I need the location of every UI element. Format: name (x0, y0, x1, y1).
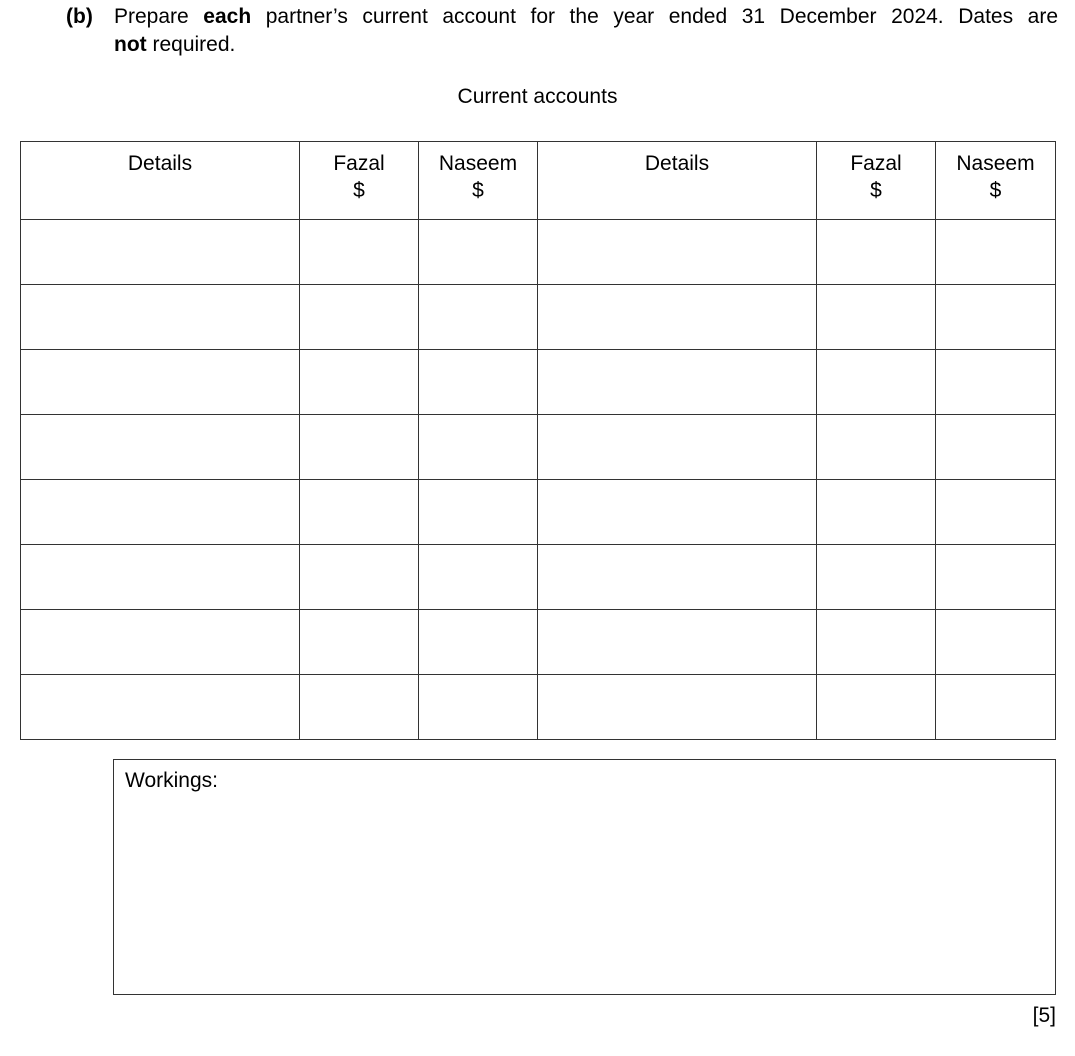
details-left-cell[interactable] (21, 480, 300, 545)
naseem-left-cell[interactable] (419, 415, 538, 480)
header-unit: $ (353, 179, 365, 202)
details-left-cell[interactable] (21, 350, 300, 415)
fazal-left-cell[interactable] (300, 545, 419, 610)
fazal-right-cell[interactable] (817, 675, 936, 740)
question-line-1 (114, 3, 1058, 31)
workings-box[interactable] (113, 759, 1056, 995)
header-naseem-left (419, 142, 538, 220)
header-fazal-left (300, 142, 419, 220)
naseem-right-cell[interactable] (936, 350, 1056, 415)
details-left-cell[interactable] (21, 545, 300, 610)
answer-row (21, 480, 1056, 545)
fazal-right-cell[interactable] (817, 545, 936, 610)
answer-row (21, 610, 1056, 675)
details-right-cell[interactable] (538, 285, 817, 350)
fazal-left-cell[interactable] (300, 220, 419, 285)
answer-row (21, 545, 1056, 610)
details-left-cell[interactable] (21, 415, 300, 480)
header-label: Naseem (956, 152, 1035, 175)
question-line-2 (114, 33, 235, 56)
fazal-left-cell[interactable] (300, 285, 419, 350)
answer-row (21, 415, 1056, 480)
naseem-left-cell[interactable] (419, 480, 538, 545)
workings-label: Workings: (125, 769, 218, 792)
naseem-right-cell[interactable] (936, 610, 1056, 675)
fazal-left-cell[interactable] (300, 610, 419, 675)
naseem-left-cell[interactable] (419, 285, 538, 350)
header-unit: $ (989, 179, 1002, 202)
question-emphasis-not: not (114, 33, 147, 56)
header-label: Fazal (850, 152, 902, 175)
fazal-right-cell[interactable] (817, 285, 936, 350)
header-details-right (538, 142, 817, 220)
details-right-cell[interactable] (538, 480, 817, 545)
details-left-cell[interactable] (21, 220, 300, 285)
answer-row (21, 285, 1056, 350)
header-naseem-right (936, 142, 1056, 220)
naseem-right-cell[interactable] (936, 220, 1056, 285)
header-unit: $ (472, 179, 484, 202)
account-title: Current accounts (457, 85, 618, 108)
naseem-right-cell[interactable] (936, 285, 1056, 350)
naseem-left-cell[interactable] (419, 610, 538, 675)
fazal-right-cell[interactable] (817, 220, 936, 285)
naseem-left-cell[interactable] (419, 545, 538, 610)
fazal-left-cell[interactable] (300, 350, 419, 415)
question-emphasis-each: each (203, 5, 252, 28)
header-label: Naseem (438, 152, 518, 175)
current-accounts-table (20, 141, 1056, 740)
details-right-cell[interactable] (538, 350, 817, 415)
header-label: Fazal (333, 152, 385, 175)
fazal-right-cell[interactable] (817, 350, 936, 415)
question-label: (b) (66, 5, 93, 28)
naseem-right-cell[interactable] (936, 545, 1056, 610)
naseem-left-cell[interactable] (419, 350, 538, 415)
answer-row (21, 350, 1056, 415)
naseem-right-cell[interactable] (936, 480, 1056, 545)
naseem-right-cell[interactable] (936, 415, 1056, 480)
question-text-part: required. (146, 33, 236, 56)
question-text (114, 3, 1058, 59)
fazal-left-cell[interactable] (300, 675, 419, 740)
answer-row (21, 220, 1056, 285)
naseem-left-cell[interactable] (419, 675, 538, 740)
details-right-cell[interactable] (538, 220, 817, 285)
marks-allocation: [5] (1032, 1004, 1056, 1027)
details-left-cell[interactable] (21, 285, 300, 350)
account-body (21, 220, 1056, 740)
details-left-cell[interactable] (21, 675, 300, 740)
naseem-left-cell[interactable] (419, 220, 538, 285)
fazal-right-cell[interactable] (817, 610, 936, 675)
details-left-cell[interactable] (21, 610, 300, 675)
question-text-part: partner’s current account for the year ended 31 December 2024. Dates are (251, 5, 1059, 28)
fazal-right-cell[interactable] (817, 415, 936, 480)
details-right-cell[interactable] (538, 610, 817, 675)
details-right-cell[interactable] (538, 545, 817, 610)
header-details-left (21, 142, 300, 220)
header-row (21, 142, 1056, 220)
header-fazal-right (817, 142, 936, 220)
naseem-right-cell[interactable] (936, 675, 1056, 740)
fazal-right-cell[interactable] (817, 480, 936, 545)
details-right-cell[interactable] (538, 675, 817, 740)
fazal-left-cell[interactable] (300, 480, 419, 545)
question-b (66, 3, 1058, 59)
question-text-part: Prepare (114, 5, 204, 28)
header-label: Details (127, 152, 193, 175)
header-unit: $ (870, 179, 882, 202)
header-label: Details (644, 152, 710, 175)
fazal-left-cell[interactable] (300, 415, 419, 480)
answer-row (21, 675, 1056, 740)
details-right-cell[interactable] (538, 415, 817, 480)
